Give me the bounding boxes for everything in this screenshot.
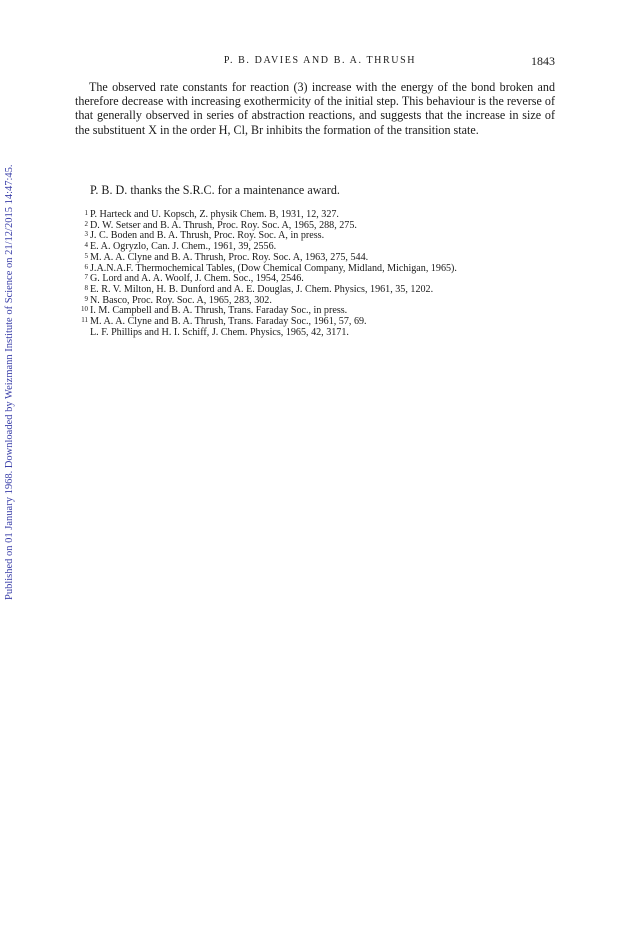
download-watermark [4, 140, 18, 600]
acknowledgement: P. B. D. thanks the S.R.C. for a maintenance award. [90, 183, 340, 197]
reference-text: D. W. Setser and B. A. Thrush, Proc. Roy. Soc. A, 1965, 288, 275. [90, 219, 357, 231]
reference-number: 7 [84, 273, 88, 282]
reference-text: I. M. Campbell and B. A. Thrush, Trans. Faraday Soc., in press. [90, 305, 348, 317]
reference-number: 2 [84, 219, 88, 228]
reference-text: P. Harteck and U. Kopsch, Z. physik Chem. B, 1931, 12, 327. [90, 209, 339, 220]
reference-text: M. A. A. Clyne and B. A. Thrush, Trans. Faraday Soc., 1961, 57, 69. [90, 316, 367, 328]
reference-text: G. Lord and A. A. Woolf, J. Chem. Soc., 1954, 2546. [90, 273, 304, 285]
reference-list [75, 210, 565, 338]
download-watermark-text: Published on 01 January 1968. Downloaded by Weizmann Institute of Science on 21/12/2015 14:47:45. [4, 164, 15, 600]
reference-text: J.A.N.A.F. Thermochemical Tables, (Dow Chemical Company, Midland, Michigan, 1965). [90, 262, 457, 274]
body-paragraph: The observed rate constants for reaction (3) increase with the energy of the bond broken and therefore decrease with increasing exothermicity of the initial step. This behaviour is the reverse of that generally observed in series of abstraction reactions, and suggests that the increase in size of the substituent X in the order H, Cl, Br inhibits the formation of the transition state. [75, 80, 555, 137]
page-number: 1843 [531, 54, 555, 68]
reference-number: 6 [84, 262, 88, 271]
reference-text: L. F. Phillips and H. I. Schiff, J. Chem. Physics, 1965, 42, 3171. [90, 326, 349, 338]
reference-number: 1 [84, 209, 88, 217]
reference-item [75, 328, 565, 339]
reference-number: 3 [84, 230, 88, 239]
reference-number: 9 [84, 294, 88, 303]
reference-text: M. A. A. Clyne and B. A. Thrush, Proc. Roy. Soc. A, 1963, 275, 544. [90, 251, 369, 263]
reference-number: 10 [81, 305, 88, 314]
reference-number: 8 [84, 283, 88, 292]
reference-text: E. R. V. Milton, H. B. Dunford and A. E. Douglas, J. Chem. Physics, 1961, 35, 1202. [90, 283, 434, 295]
running-title: P. B. DAVIES AND B. A. THRUSH [223, 55, 417, 66]
reference-text: J. C. Boden and B. A. Thrush, Proc. Roy. Soc. A, in press. [90, 230, 325, 242]
reference-text: E. A. Ogryzlo, Can. J. Chem., 1961, 39, 2556. [90, 241, 277, 253]
reference-number: 11 [81, 316, 88, 325]
page-header [75, 55, 555, 71]
reference-number: 4 [84, 241, 88, 250]
reference-text: N. Basco, Proc. Roy. Soc. A, 1965, 283, 302. [90, 294, 272, 306]
reference-number: 5 [84, 251, 88, 260]
